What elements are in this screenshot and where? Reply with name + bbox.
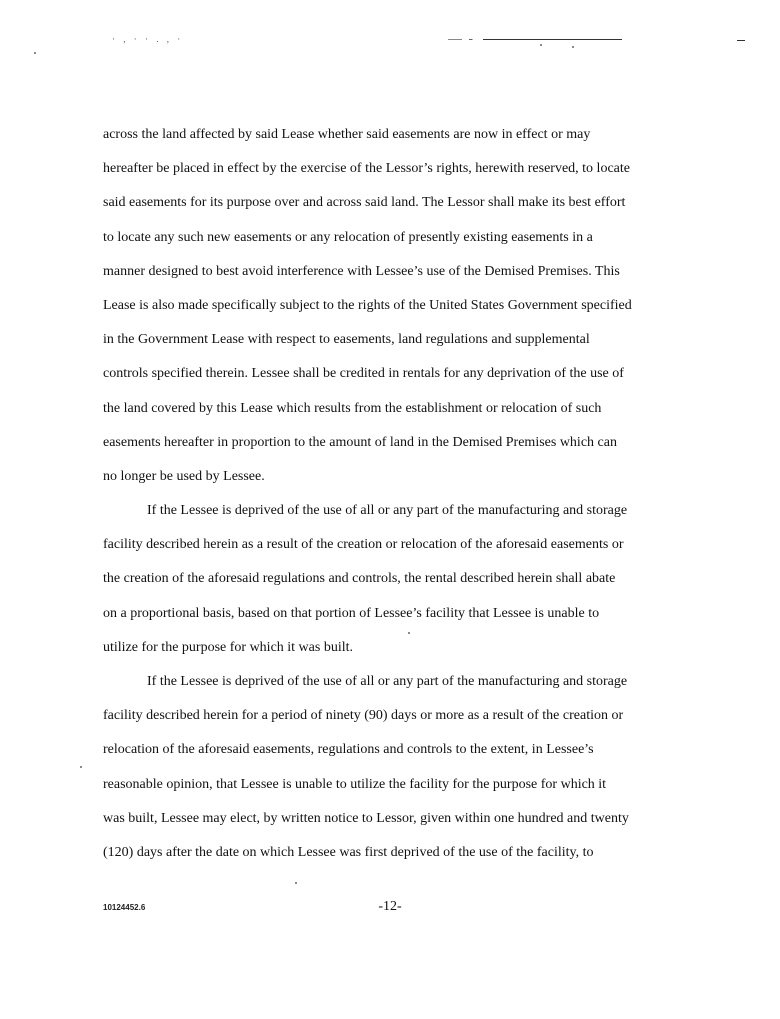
scan-specks: · , · · . , · — [112, 34, 184, 44]
text-line: reasonable opinion, that Lessee is unable to utilize the facility for the purpose for which it — [103, 776, 607, 792]
text-line: in the Government Lease with respect to easements, land regulations and supplemental — [103, 332, 590, 348]
paragraph — [103, 494, 677, 665]
text-line: the creation of the aforesaid regulations and controls, the rental described herein shall abate — [103, 571, 616, 587]
text-line: said easements for its purpose over and across said land. The Lessor shall make its best effort — [103, 195, 626, 211]
text-line: manner designed to best avoid interference with Lessee’s use of the Demised Premises. This — [103, 263, 620, 279]
text-line: across the land affected by said Lease whether said easements are now in effect or may — [103, 127, 591, 142]
text-line: relocation of the aforesaid easements, regulations and controls to the extent, in Lessee’s — [103, 742, 594, 758]
page-number: -12- — [378, 899, 402, 914]
corner-dash — [737, 40, 745, 41]
scan-speck — [540, 44, 542, 46]
body-text — [103, 118, 677, 870]
scan-speck — [80, 766, 82, 768]
text-line: to locate any such new easements or any relocation of presently existing easements in a — [103, 229, 593, 245]
text-line: hereafter be placed in effect by the exercise of the Lessor’s rights, herewith reserved, to locate — [103, 161, 630, 177]
scan-speck — [34, 52, 36, 54]
text-line: (120) days after the date on which Lessee was first deprived of the use of the facility, to — [103, 844, 594, 860]
text-line: controls specified therein. Lessee shall be credited in rentals for any deprivation of the use of — [103, 366, 624, 382]
text-line: Lease is also made specifically subject to the rights of the United States Government specified — [103, 297, 632, 313]
text-line: the land covered by this Lease which results from the establishment or relocation of such — [103, 400, 602, 416]
paragraph — [103, 118, 677, 494]
document-id: 10124452.6 — [103, 903, 146, 912]
text-line: facility described herein as a result of the creation or relocation of the aforesaid easements or — [103, 537, 624, 553]
text-line: easements hereafter in proportion to the amount of land in the Demised Premises which can — [103, 434, 617, 450]
scan-speck — [295, 882, 297, 884]
text-line: If the Lessee is deprived of the use of all or any part of the manufacturing and storage — [147, 674, 628, 689]
text-line: no longer be used by Lessee. — [103, 468, 265, 484]
paragraph — [103, 665, 677, 870]
text-line: utilize for the purpose for which it was built. — [103, 639, 353, 655]
text-line: If the Lessee is deprived of the use of all or any part of the manufacturing and storage — [147, 503, 628, 519]
header-rule — [448, 39, 622, 40]
text-line: on a proportional basis, based on that portion of Lessee’s facility that Lessee is unable to — [103, 605, 600, 621]
scan-speck — [572, 46, 574, 48]
text-line: facility described herein for a period of ninety (90) days or more as a result of the creation or — [103, 708, 624, 724]
text-line: was built, Lessee may elect, by written notice to Lessor, given within one hundred and twenty — [103, 810, 629, 826]
